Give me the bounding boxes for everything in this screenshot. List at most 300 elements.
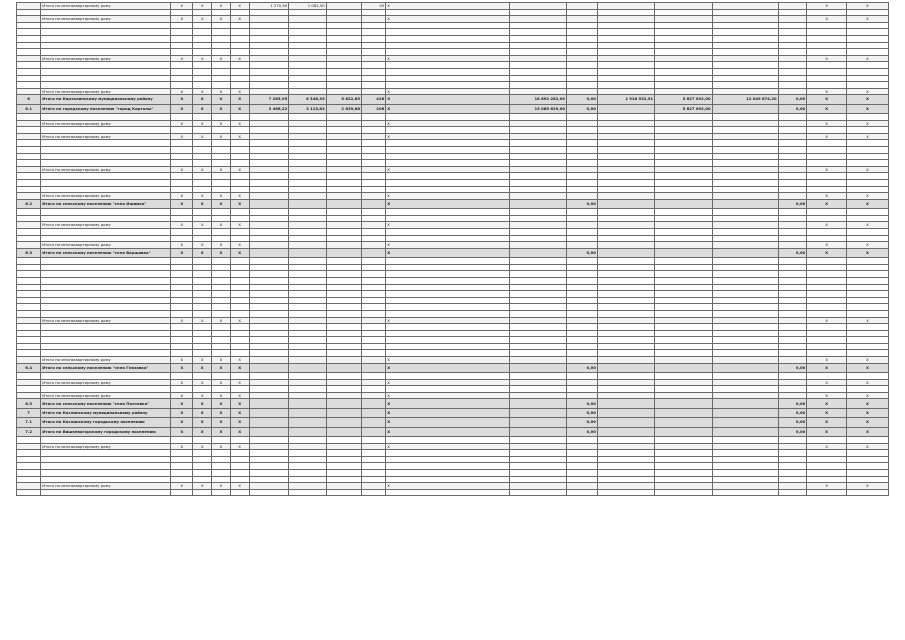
house-total-row: [17, 55, 889, 62]
table-cell: [509, 153, 566, 160]
table-cell: X: [193, 363, 212, 372]
table-cell: [230, 291, 249, 298]
table-cell: [193, 75, 212, 82]
table-cell: Итого по многоквартирному дому: [41, 317, 171, 324]
table-cell: [326, 297, 361, 304]
table-cell: [509, 264, 566, 271]
table-cell: [230, 180, 249, 187]
table-cell: [230, 456, 249, 463]
table-row: [17, 350, 889, 357]
table-cell: [230, 82, 249, 89]
table-cell: [386, 186, 509, 193]
table-cell: 6.4: [17, 363, 41, 372]
table-cell: [326, 88, 361, 95]
table-cell: 1 270,90: [249, 3, 289, 10]
table-cell: [655, 160, 712, 167]
table-cell: [289, 140, 326, 147]
table-cell: [17, 160, 41, 167]
table-cell: [655, 133, 712, 140]
table-cell: [249, 350, 289, 357]
table-cell: [171, 49, 193, 56]
table-cell: [17, 209, 41, 216]
table-cell: [289, 357, 326, 364]
table-cell: [567, 469, 598, 476]
table-cell: [386, 350, 509, 357]
table-cell: [509, 173, 566, 180]
table-cell: [655, 456, 712, 463]
table-cell: [712, 258, 778, 265]
table-cell: X: [193, 222, 212, 229]
table-cell: [289, 277, 326, 284]
table-cell: Итого по Каслинскому муниципальному району: [41, 408, 171, 417]
table-cell: [567, 379, 598, 386]
group-total-row: [17, 104, 889, 113]
table-cell: [567, 173, 598, 180]
table-cell: Итого по многоквартирному дому: [41, 120, 171, 127]
table-cell: [807, 291, 847, 298]
table-cell: [193, 9, 212, 16]
table-cell: [778, 476, 807, 483]
table-cell: [249, 284, 289, 291]
table-cell: [567, 271, 598, 278]
table-cell: [807, 140, 847, 147]
table-cell: 3 466,22: [249, 104, 289, 113]
table-cell: [778, 153, 807, 160]
table-cell: [171, 35, 193, 42]
table-cell: [212, 29, 231, 36]
table-cell: X: [193, 16, 212, 23]
table-cell: X: [171, 363, 193, 372]
table-cell: X: [386, 379, 509, 386]
house-total-row: [17, 133, 889, 140]
table-cell: [249, 489, 289, 496]
table-cell: [230, 436, 249, 443]
table-cell: [249, 42, 289, 49]
table-cell: [289, 42, 326, 49]
table-cell: [41, 291, 171, 298]
table-cell: [509, 222, 566, 229]
table-cell: [509, 399, 566, 408]
table-cell: [212, 68, 231, 75]
table-cell: X: [846, 443, 888, 450]
table-cell: [249, 418, 289, 427]
table-cell: X: [171, 379, 193, 386]
table-cell: [386, 304, 509, 311]
table-cell: [41, 42, 171, 49]
table-cell: [567, 483, 598, 490]
table-cell: [509, 193, 566, 200]
table-cell: [17, 456, 41, 463]
table-cell: [567, 463, 598, 470]
table-cell: [597, 160, 654, 167]
table-cell: 7.2: [17, 427, 41, 436]
table-cell: [712, 133, 778, 140]
table-cell: [567, 476, 598, 483]
table-cell: [171, 373, 193, 380]
table-cell: [778, 284, 807, 291]
table-cell: [778, 22, 807, 29]
table-cell: [212, 9, 231, 16]
table-cell: X: [230, 483, 249, 490]
table-cell: [361, 114, 385, 121]
table-cell: [193, 456, 212, 463]
table-cell: [655, 264, 712, 271]
table-cell: Итого по многоквартирному дому: [41, 483, 171, 490]
table-cell: [509, 186, 566, 193]
table-cell: [326, 173, 361, 180]
table-cell: X: [230, 133, 249, 140]
table-cell: [597, 436, 654, 443]
table-cell: [361, 483, 385, 490]
table-cell: [361, 304, 385, 311]
table-cell: [778, 242, 807, 249]
table-cell: [230, 235, 249, 242]
table-cell: [193, 235, 212, 242]
table-cell: [655, 228, 712, 235]
table-cell: X: [212, 443, 231, 450]
table-cell: [807, 75, 847, 82]
table-cell: [509, 166, 566, 173]
table-cell: [778, 9, 807, 16]
table-cell: [361, 82, 385, 89]
table-cell: [17, 317, 41, 324]
table-cell: [171, 228, 193, 235]
table-cell: [597, 277, 654, 284]
table-cell: [712, 248, 778, 257]
house-total-row: [17, 166, 889, 173]
table-cell: [509, 418, 566, 427]
table-cell: [361, 456, 385, 463]
table-cell: [567, 215, 598, 222]
table-cell: [846, 304, 888, 311]
table-cell: [655, 242, 712, 249]
table-cell: X: [212, 248, 231, 257]
table-cell: [712, 264, 778, 271]
table-cell: [193, 258, 212, 265]
table-row: [17, 153, 889, 160]
table-cell: [778, 180, 807, 187]
table-cell: X: [230, 193, 249, 200]
table-cell: [361, 386, 385, 393]
table-cell: [597, 153, 654, 160]
table-cell: [230, 160, 249, 167]
table-cell: X: [171, 3, 193, 10]
table-cell: [326, 469, 361, 476]
table-cell: [712, 215, 778, 222]
table-cell: X: [846, 133, 888, 140]
table-cell: [230, 173, 249, 180]
table-cell: [509, 310, 566, 317]
table-cell: [171, 147, 193, 154]
group-total-row: [17, 408, 889, 417]
table-cell: [712, 22, 778, 29]
table-cell: [597, 357, 654, 364]
table-cell: [230, 62, 249, 69]
table-cell: [193, 42, 212, 49]
table-cell: X: [212, 16, 231, 23]
table-cell: [193, 386, 212, 393]
table-cell: [778, 271, 807, 278]
table-row: [17, 9, 889, 16]
table-cell: [712, 82, 778, 89]
table-cell: 5 827 092,00: [655, 104, 712, 113]
table-cell: [41, 343, 171, 350]
table-cell: [289, 209, 326, 216]
table-cell: [326, 62, 361, 69]
table-cell: [655, 291, 712, 298]
table-cell: [17, 16, 41, 23]
table-cell: [193, 297, 212, 304]
table-cell: [171, 324, 193, 331]
table-cell: [289, 120, 326, 127]
table-cell: [41, 456, 171, 463]
table-cell: [778, 127, 807, 134]
table-row: [17, 127, 889, 134]
table-cell: [230, 9, 249, 16]
table-cell: [712, 443, 778, 450]
table-cell: [193, 173, 212, 180]
table-cell: [326, 160, 361, 167]
table-cell: [361, 357, 385, 364]
table-cell: [289, 450, 326, 457]
table-cell: [230, 350, 249, 357]
table-cell: [655, 199, 712, 208]
table-cell: [17, 469, 41, 476]
table-cell: [17, 350, 41, 357]
table-row: [17, 173, 889, 180]
table-cell: X: [171, 392, 193, 399]
table-cell: [509, 180, 566, 187]
table-cell: [17, 228, 41, 235]
table-cell: [846, 386, 888, 393]
table-cell: [509, 82, 566, 89]
table-cell: [171, 75, 193, 82]
table-cell: [567, 386, 598, 393]
table-cell: [289, 291, 326, 298]
table-cell: [386, 310, 509, 317]
table-cell: [361, 62, 385, 69]
table-cell: X: [846, 120, 888, 127]
table-cell: [807, 436, 847, 443]
table-cell: [567, 317, 598, 324]
table-cell: [567, 392, 598, 399]
table-cell: X: [230, 166, 249, 173]
table-cell: X: [846, 392, 888, 399]
table-cell: [509, 127, 566, 134]
table-cell: [807, 258, 847, 265]
table-cell: [326, 373, 361, 380]
table-cell: [326, 55, 361, 62]
table-row: [17, 22, 889, 29]
table-cell: 0,00: [778, 104, 807, 113]
table-cell: [249, 476, 289, 483]
table-cell: [212, 463, 231, 470]
table-cell: [655, 317, 712, 324]
table-cell: X: [230, 418, 249, 427]
table-cell: [289, 350, 326, 357]
table-cell: X: [212, 242, 231, 249]
table-cell: [361, 343, 385, 350]
table-cell: [846, 271, 888, 278]
table-cell: [567, 350, 598, 357]
table-cell: [567, 42, 598, 49]
table-cell: [807, 373, 847, 380]
table-cell: [386, 235, 509, 242]
table-cell: [17, 242, 41, 249]
table-cell: [386, 140, 509, 147]
house-total-row: [17, 120, 889, 127]
table-cell: [326, 242, 361, 249]
table-cell: [171, 22, 193, 29]
table-cell: [846, 114, 888, 121]
table-cell: [846, 469, 888, 476]
table-cell: [509, 436, 566, 443]
table-cell: [778, 209, 807, 216]
table-cell: [289, 258, 326, 265]
table-cell: X: [193, 88, 212, 95]
table-cell: X: [193, 199, 212, 208]
table-cell: [17, 35, 41, 42]
table-cell: [509, 284, 566, 291]
table-cell: [230, 42, 249, 49]
table-cell: [509, 476, 566, 483]
table-cell: [712, 304, 778, 311]
table-cell: Итого по многоквартирному дому: [41, 193, 171, 200]
table-row: [17, 291, 889, 298]
table-cell: [846, 463, 888, 470]
table-cell: [289, 304, 326, 311]
table-cell: [289, 330, 326, 337]
table-cell: X: [386, 357, 509, 364]
table-row: [17, 310, 889, 317]
table-cell: [41, 450, 171, 457]
table-cell: X: [807, 3, 847, 10]
table-cell: [778, 297, 807, 304]
table-cell: 18 892 282,00: [509, 95, 566, 104]
table-row: [17, 277, 889, 284]
table-cell: [778, 343, 807, 350]
table-cell: X: [230, 379, 249, 386]
table-row: [17, 330, 889, 337]
table-cell: [289, 9, 326, 16]
table-cell: [361, 222, 385, 229]
table-cell: 426: [361, 95, 385, 104]
table-cell: [712, 386, 778, 393]
table-cell: [509, 317, 566, 324]
table-cell: [41, 35, 171, 42]
table-cell: [41, 469, 171, 476]
table-cell: X: [171, 418, 193, 427]
table-cell: [289, 469, 326, 476]
table-cell: [567, 443, 598, 450]
table-cell: [778, 3, 807, 10]
table-cell: [386, 127, 509, 134]
table-cell: [655, 476, 712, 483]
table-cell: [846, 235, 888, 242]
table-cell: [655, 304, 712, 311]
table-cell: [249, 9, 289, 16]
table-cell: [655, 22, 712, 29]
table-cell: [17, 186, 41, 193]
table-row: [17, 35, 889, 42]
table-cell: [846, 277, 888, 284]
table-cell: [655, 357, 712, 364]
table-cell: [41, 436, 171, 443]
table-cell: [249, 363, 289, 372]
table-cell: [597, 379, 654, 386]
table-cell: X: [230, 199, 249, 208]
table-cell: [249, 450, 289, 457]
table-cell: [567, 209, 598, 216]
table-cell: [778, 489, 807, 496]
table-cell: [212, 373, 231, 380]
table-cell: [41, 209, 171, 216]
table-cell: [193, 68, 212, 75]
table-cell: [846, 489, 888, 496]
table-cell: [567, 222, 598, 229]
table-cell: [212, 147, 231, 154]
table-cell: [171, 9, 193, 16]
table-cell: [249, 392, 289, 399]
table-cell: [212, 173, 231, 180]
table-cell: [712, 277, 778, 284]
house-total-row: [17, 379, 889, 386]
table-cell: [567, 55, 598, 62]
table-cell: [655, 222, 712, 229]
table-cell: [249, 16, 289, 23]
table-cell: X: [212, 408, 231, 417]
table-cell: X: [807, 95, 847, 104]
table-cell: [778, 386, 807, 393]
table-cell: [655, 310, 712, 317]
table-cell: [212, 209, 231, 216]
table-cell: [712, 140, 778, 147]
table-cell: [807, 209, 847, 216]
table-cell: [509, 49, 566, 56]
table-cell: [712, 222, 778, 229]
table-cell: [778, 228, 807, 235]
table-cell: [597, 392, 654, 399]
table-cell: [567, 82, 598, 89]
table-cell: [361, 29, 385, 36]
table-cell: [289, 55, 326, 62]
table-cell: [386, 62, 509, 69]
table-cell: X: [386, 363, 509, 372]
table-cell: X: [212, 104, 231, 113]
table-cell: [193, 436, 212, 443]
table-cell: [289, 392, 326, 399]
table-cell: [171, 180, 193, 187]
table-cell: [249, 456, 289, 463]
table-cell: [597, 386, 654, 393]
table-cell: [361, 248, 385, 257]
table-cell: [712, 343, 778, 350]
table-cell: [655, 49, 712, 56]
table-cell: [655, 284, 712, 291]
table-cell: [778, 55, 807, 62]
table-cell: [509, 330, 566, 337]
table-cell: [655, 297, 712, 304]
table-cell: [778, 82, 807, 89]
table-cell: [41, 186, 171, 193]
table-cell: [567, 310, 598, 317]
table-cell: [655, 337, 712, 344]
table-cell: [778, 357, 807, 364]
table-cell: [249, 222, 289, 229]
table-cell: [230, 343, 249, 350]
table-cell: [326, 450, 361, 457]
table-cell: [361, 379, 385, 386]
